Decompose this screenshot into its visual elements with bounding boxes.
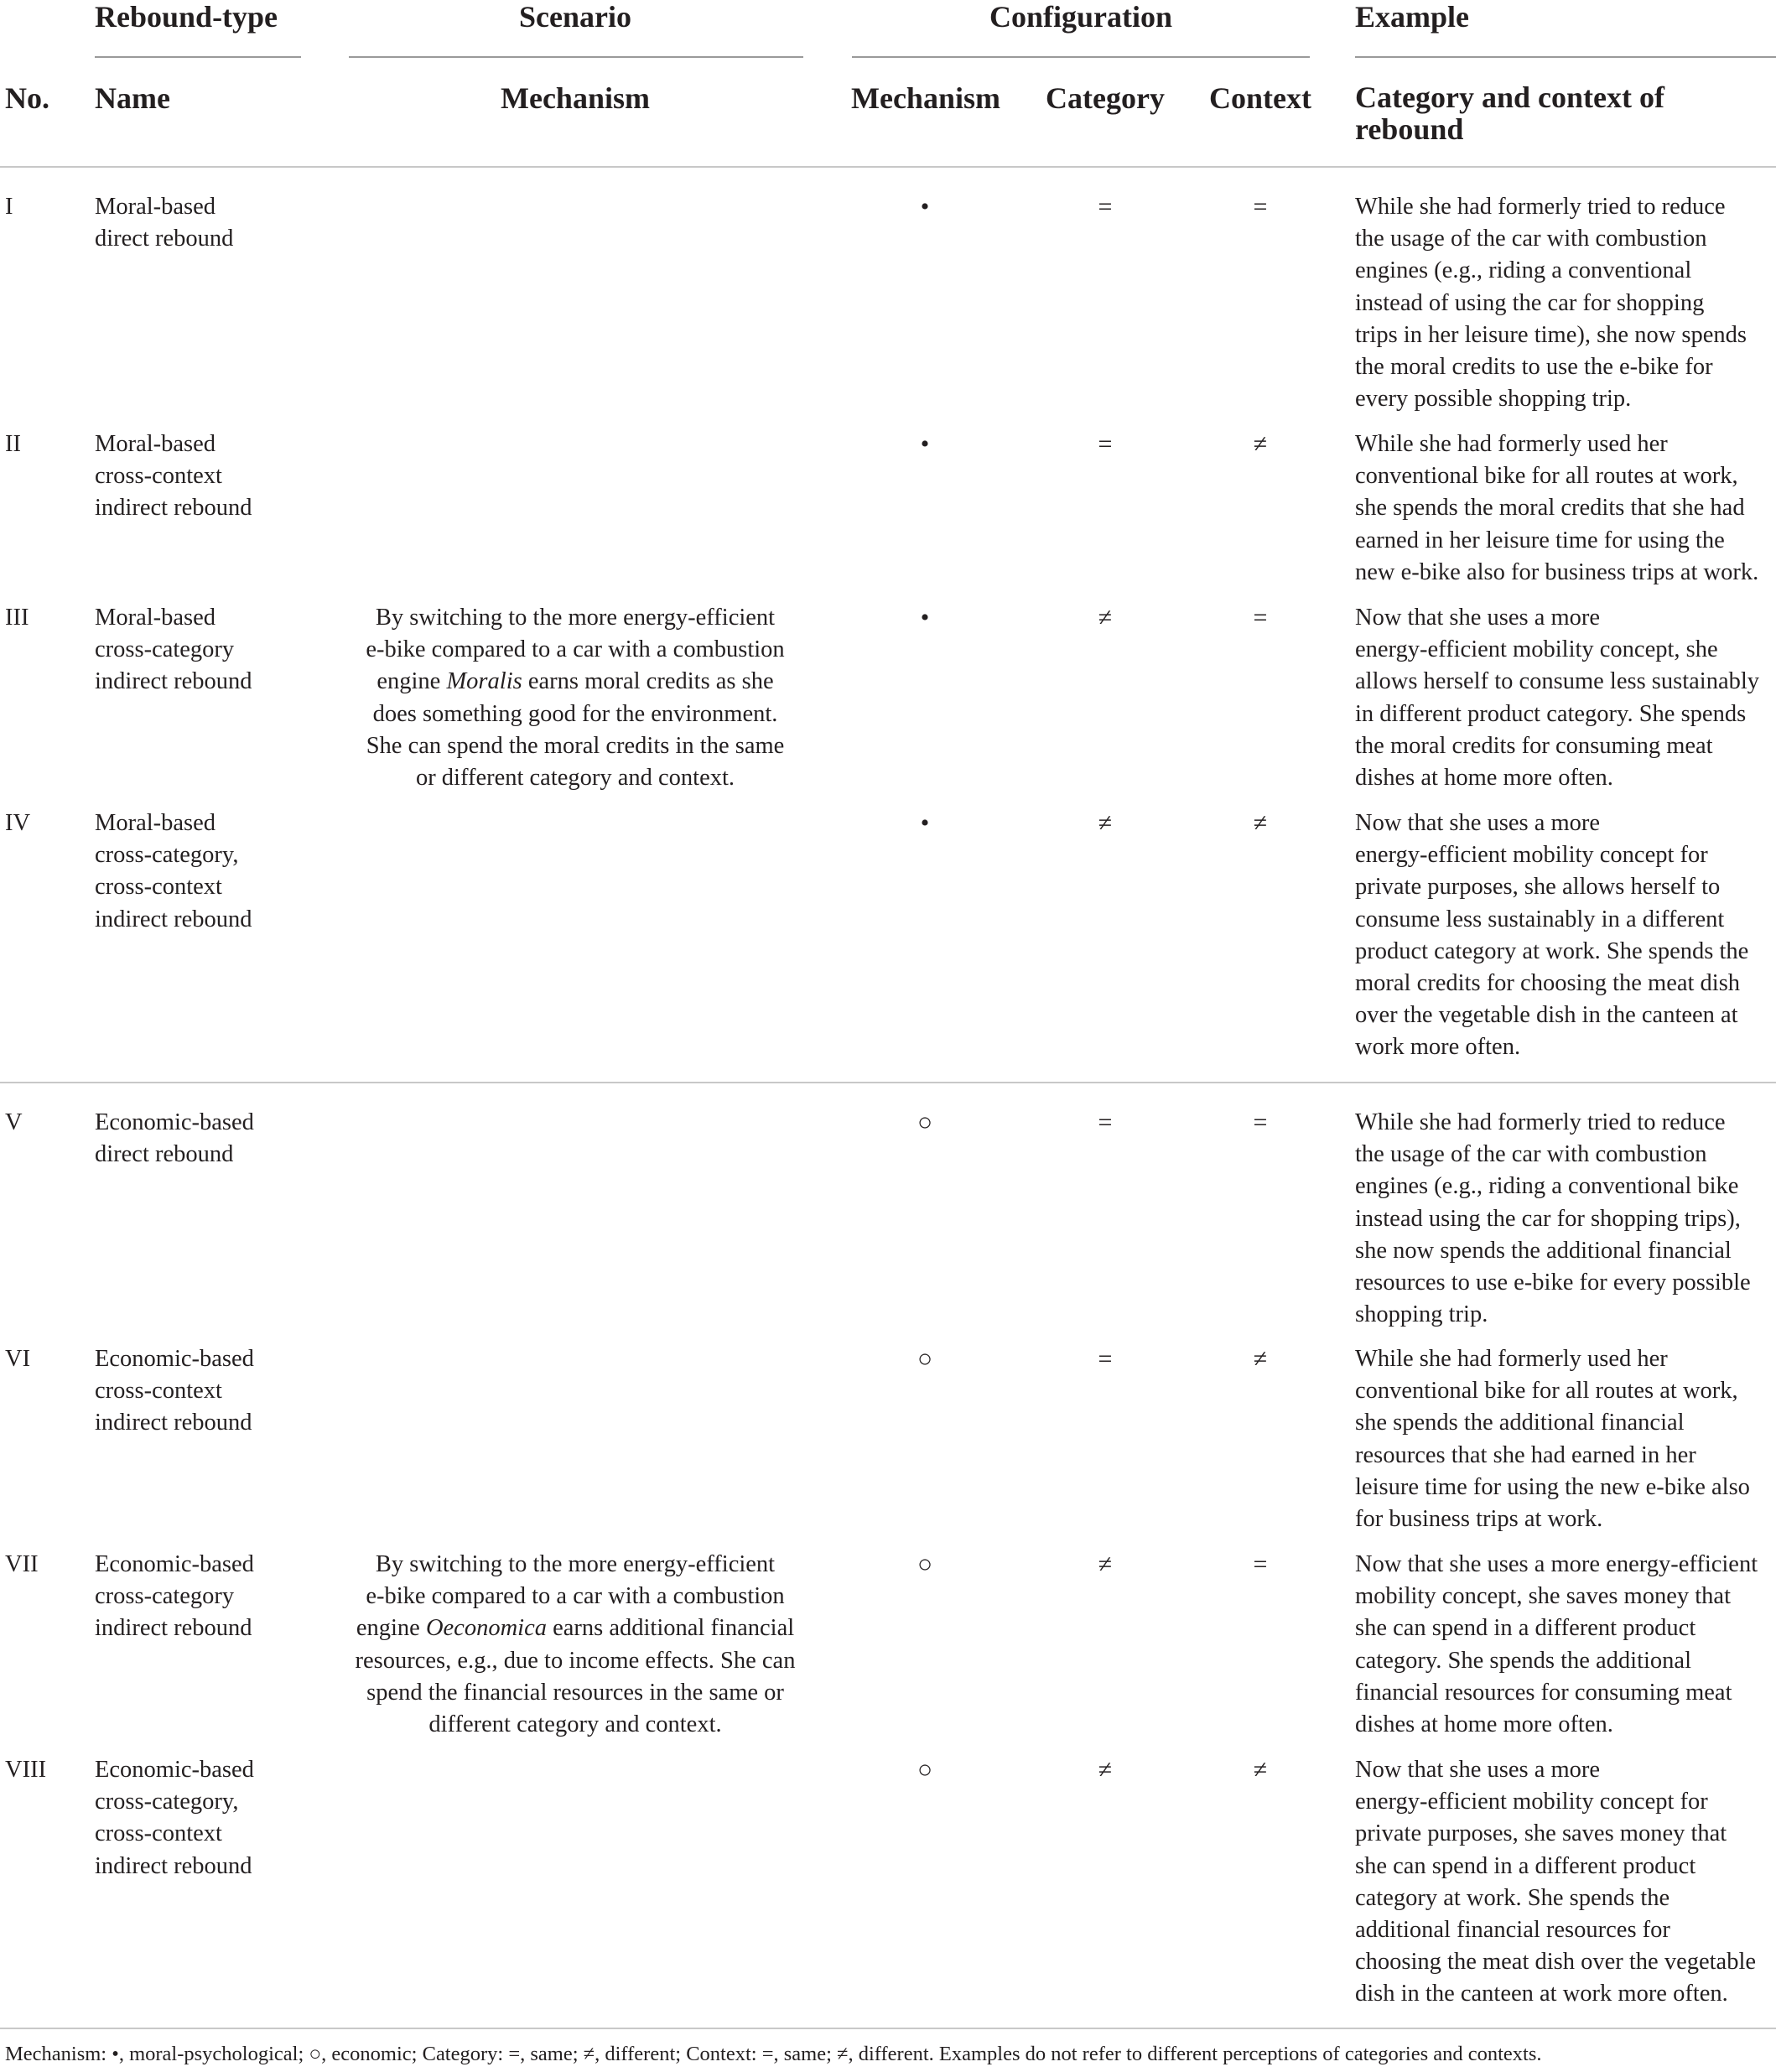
mechanism-symbol: ○: [917, 1109, 933, 1136]
mechanism-symbol: •: [920, 604, 930, 631]
category-symbol: =: [1098, 1345, 1113, 1373]
scenario-moral: [340, 602, 810, 794]
category-symbol: ≠: [1098, 809, 1113, 837]
header-rule: [0, 166, 1776, 168]
context-symbol: =: [1253, 193, 1268, 221]
col-header-config-mechanism: Mechanism: [851, 81, 1000, 115]
rule-rebound-type: [95, 56, 301, 58]
scenario-text: By switching to the more energy-efficient e-bike compared to a car with a combustion engine: [356, 1551, 785, 1642]
row-no: VI: [5, 1346, 31, 1372]
row-example: Now that she uses a more energy-efficient mobility concept for private purposes, she allows herself to consume less sustainably in a different product category at work. She spends the moral credits for choosing the meat dish over the vegetable dish in the canteen at work more often.: [1355, 810, 1749, 1061]
row-no: I: [5, 194, 13, 220]
col-header-name: Name: [95, 81, 170, 115]
row-name: Moral-based cross-category, cross-context indirect rebound: [95, 810, 252, 932]
context-symbol: =: [1253, 604, 1268, 631]
category-symbol: =: [1098, 193, 1113, 221]
row-name: Moral-based cross-category indirect rebound: [95, 605, 252, 695]
header-rebound-type: Rebound-type: [95, 0, 278, 34]
row-example: While she had formerly tried to reduce the usage of the car with combustion engines (e.g., riding a conventional bike instead using the car for shopping trips), she now spends the additional financial resources to use e-bike for every possible shopping trip.: [1355, 1109, 1751, 1328]
header-example: Example: [1355, 0, 1470, 34]
category-symbol: ≠: [1098, 1756, 1113, 1784]
section-rule: [0, 1082, 1776, 1083]
row-no: IV: [5, 810, 31, 836]
col-header-scenario-mechanism: Mechanism: [501, 81, 650, 115]
table-footnote: Mechanism: •, moral-psychological; ○, economic; Category: =, same; ≠, different; Context: =, same; ≠, different. Examples do not refer to different perceptions of categories and contexts.: [5, 2043, 1542, 2065]
category-symbol: ≠: [1098, 1550, 1113, 1578]
row-name: Economic-based cross-category, cross-context indirect rebound: [95, 1757, 254, 1879]
row-no: II: [5, 431, 21, 457]
context-symbol: ≠: [1253, 430, 1268, 458]
header-scenario: Scenario: [519, 0, 631, 34]
scenario-actor: Moralis: [446, 668, 522, 695]
row-name: Moral-based cross-context indirect rebound: [95, 431, 252, 522]
scenario-economic: [340, 1549, 810, 1741]
scenario-text: By switching to the more energy-efficient e-bike compared to a car with a combustion engine: [366, 605, 785, 695]
row-name: Economic-based cross-category indirect rebound: [95, 1551, 254, 1642]
context-symbol: ≠: [1253, 1345, 1268, 1373]
mechanism-symbol: ○: [917, 1550, 933, 1578]
col-header-category: Category: [1046, 81, 1165, 115]
context-symbol: =: [1253, 1109, 1268, 1136]
row-name: Economic-based direct rebound: [95, 1109, 254, 1168]
scenario-actor: Oeconomica: [425, 1615, 547, 1642]
row-no: V: [5, 1109, 23, 1135]
col-header-example: Category and context of rebound: [1355, 80, 1664, 146]
mechanism-symbol: •: [920, 809, 930, 837]
category-symbol: =: [1098, 1109, 1113, 1136]
row-example: Now that she uses a more energy-efficient mobility concept, she allows herself to consume less sustainably in different product category. She spends the moral credits for consuming meat dishes at home more often.: [1355, 605, 1760, 792]
mechanism-symbol: ○: [917, 1756, 933, 1784]
row-example: Now that she uses a more energy-efficient mobility concept for private purposes, she saves money that she can spend in a different product category at work. She spends the additional financial resources for choosing the meat dish over the vegetable dish in the canteen at work more often.: [1355, 1757, 1757, 2007]
header-configuration: Configuration: [989, 0, 1173, 34]
row-name: Economic-based cross-context indirect rebound: [95, 1346, 254, 1436]
rule-scenario: [349, 56, 803, 58]
row-no: VIII: [5, 1757, 47, 1783]
category-symbol: =: [1098, 430, 1113, 458]
row-example: While she had formerly used her conventional bike for all routes at work, she spends the moral credits that she had earned in her leisure time for using the new e-bike also for business trips at work.: [1355, 431, 1759, 585]
mechanism-symbol: •: [920, 430, 930, 458]
row-example: Now that she uses a more energy-efficient mobility concept, she saves money that she can spend in a different product category. She spends the additional financial resources for consuming meat dishes at home more often.: [1355, 1551, 1758, 1738]
col-header-no: No.: [5, 81, 49, 115]
context-symbol: ≠: [1253, 1756, 1268, 1784]
scenario-text: earns additional financial resources, e.g., due to income effects. She can spend the financial resources in the same or different category and context.: [355, 1615, 796, 1738]
mechanism-symbol: •: [920, 193, 930, 221]
rule-configuration: [852, 56, 1310, 58]
row-no: VII: [5, 1551, 39, 1577]
table-bottom-rule: [0, 2028, 1776, 2029]
scenario-text: earns moral credits as she does something good for the environment. She can spend the moral credits in the same or different category and context.: [366, 668, 785, 792]
row-name: Moral-based direct rebound: [95, 194, 234, 252]
category-symbol: ≠: [1098, 604, 1113, 631]
rule-example: [1355, 56, 1776, 58]
mechanism-symbol: ○: [917, 1345, 933, 1373]
context-symbol: ≠: [1253, 809, 1268, 837]
row-example: While she had formerly used her conventional bike for all routes at work, she spends the additional financial resources that she had earned in her leisure time for using the new e-bike also for business trips at work.: [1355, 1346, 1750, 1533]
col-header-context: Context: [1209, 81, 1311, 115]
row-example: While she had formerly tried to reduce the usage of the car with combustion engines (e.g., riding a conventional instead of using the car for shopping trips in her leisure time), she now spends the moral credits to use the e-bike for every possible shopping trip.: [1355, 194, 1747, 413]
row-no: III: [5, 605, 29, 631]
context-symbol: =: [1253, 1550, 1268, 1578]
